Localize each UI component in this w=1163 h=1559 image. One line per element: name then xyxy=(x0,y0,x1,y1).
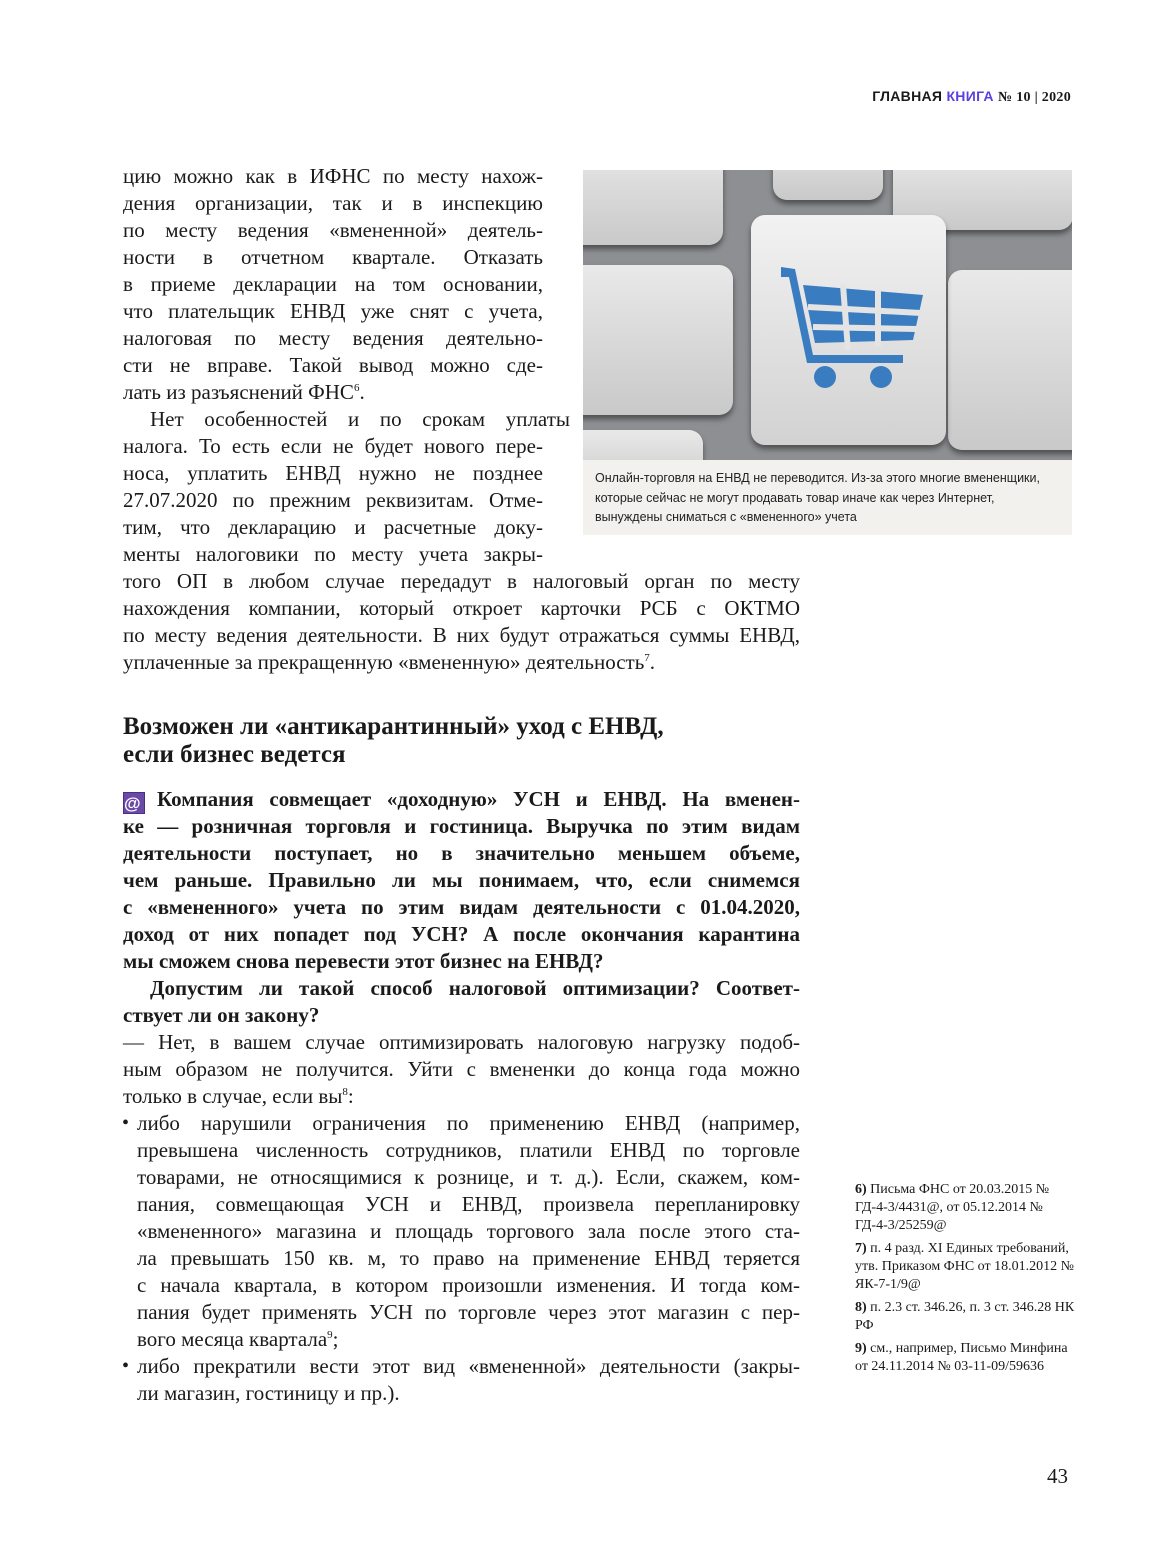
punctuation: . xyxy=(359,380,365,404)
text-line xyxy=(123,487,543,514)
line-text: ла превышать 150 кв. м, то право на применение ЕНВД теряется xyxy=(137,1246,800,1270)
line-text: Допустим ли такой способ налоговой оптимизации? Соответ- xyxy=(150,976,800,1000)
footnote xyxy=(855,1240,1075,1294)
footnote-number: 7) xyxy=(855,1241,867,1256)
text-line xyxy=(137,1299,800,1326)
text-line xyxy=(137,1272,800,1299)
text-line xyxy=(123,217,543,244)
text-line xyxy=(123,1029,800,1056)
line-text: 27.07.2020 по прежним реквизитам. Отме- xyxy=(123,488,543,512)
line-text: лать из разъяснений ФНС xyxy=(123,380,354,404)
running-header xyxy=(872,88,1071,106)
paragraph-1 xyxy=(123,163,800,406)
line-text: дения организации, так и в инспекцию xyxy=(123,191,543,215)
text-line xyxy=(123,433,543,460)
text-line xyxy=(137,1326,800,1353)
footnote-text: Письма ФНС от 20.03.2015 № ГД-4-3/4431@, от 05.12.2014 № ГД-4-3/25259@ xyxy=(855,1182,1050,1233)
text-line xyxy=(123,379,543,406)
footnote-ref: 9 xyxy=(327,1329,333,1341)
heading-line: Возможен ли «антикарантинный» уход с ЕНВД, xyxy=(123,713,664,740)
line-text: с начала квартала, в котором произошли изменения. И тогда ком- xyxy=(137,1273,800,1297)
text-line xyxy=(123,298,543,325)
text-line xyxy=(137,1164,800,1191)
text-line xyxy=(123,975,800,1002)
line-text: того ОП в любом случае передадут в налоговый орган по месту xyxy=(123,569,800,593)
line-text: налога. То есть если не будет нового пере- xyxy=(123,434,543,458)
text-line xyxy=(123,190,543,217)
text-line xyxy=(123,352,543,379)
footnote-number: 8) xyxy=(855,1300,867,1315)
answer xyxy=(123,1029,800,1110)
bullet-item xyxy=(123,1353,800,1407)
line-text: пания, совмещающая УСН и ЕНВД, произвела перепланировку xyxy=(137,1192,800,1216)
line-text: доход от них попадет под УСН? А после окончания карантина xyxy=(123,922,800,946)
heading-line: если бизнес ведется xyxy=(123,741,346,768)
line-text: нахождения компании, который откроет карточки РСБ с ОКТМО xyxy=(123,596,800,620)
line-text: по месту ведения «вмененной» деятель- xyxy=(123,218,543,242)
line-text: Компания совмещает «доходную» УСН и ЕНВД. На вменен- xyxy=(157,787,800,811)
text-line xyxy=(123,541,543,568)
photo-caption: Онлайн-торговля на ЕНВД не переводится. Из-за этого многие вмененщики, которые сейчас не могут продавать товар иначе как через Интернет, вынуждены сниматься с «вмененного» учета xyxy=(583,460,1072,535)
footnote xyxy=(855,1340,1075,1376)
text-line xyxy=(123,894,800,921)
punctuation: : xyxy=(347,1084,354,1108)
footnote-number: 6) xyxy=(855,1182,867,1197)
text-line xyxy=(123,1002,800,1029)
line-text: «вмененного» магазина и площадь торгового зала после этого ста- xyxy=(137,1219,800,1243)
line-text: либо нарушили ограничения по применению ЕНВД (например, xyxy=(137,1111,800,1135)
text-line xyxy=(137,1245,800,1272)
line-text: ствует ли он закону? xyxy=(123,1003,320,1027)
text-line xyxy=(123,840,800,867)
footnote-number: 9) xyxy=(855,1341,867,1356)
text-line xyxy=(123,948,800,975)
line-text: налоговая по месту ведения деятельно- xyxy=(123,326,543,350)
text-line xyxy=(123,786,800,813)
text-line xyxy=(137,1137,800,1164)
line-text: цию можно как в ИФНС по месту нахож- xyxy=(123,164,543,188)
text-line xyxy=(137,1218,800,1245)
line-text: чем раньше. Правильно ли мы понимаем, что, если снимемся xyxy=(123,868,800,892)
brand-name-accent: КНИГА xyxy=(946,88,994,104)
line-text: ным образом не получится. Уйти с вмененки до конца года можно xyxy=(123,1057,800,1081)
line-text: менты налоговики по месту учета закры- xyxy=(123,542,543,566)
text-line xyxy=(123,460,543,487)
text-line xyxy=(123,921,800,948)
text-line xyxy=(123,244,543,271)
line-text: только в случае, если вы xyxy=(123,1084,343,1108)
footnote-ref: 6 xyxy=(353,382,360,394)
bullet-list xyxy=(123,1110,800,1407)
line-text: пания будет применять УСН по торговле через этот магазин с пер- xyxy=(137,1300,800,1324)
line-text: ности в отчетном квартале. Отказать xyxy=(123,245,543,269)
paragraph-2 xyxy=(123,406,800,676)
line-text: что плательщик ЕНВД уже снят с учета, xyxy=(123,299,543,323)
text-line xyxy=(137,1110,800,1137)
line-text: в приеме декларации на том основании, xyxy=(123,272,543,296)
line-text: деятельности поступает, но в значительно меньшем объеме, xyxy=(123,841,800,865)
page-number: 43 xyxy=(1047,1464,1068,1488)
text-line xyxy=(123,406,570,433)
line-text: носа, уплатить ЕНВД нужно не позднее xyxy=(123,461,543,485)
line-text: ке — розничная торговля и гостиница. Выручка по этим видам xyxy=(123,814,800,838)
text-line xyxy=(123,514,543,541)
reader-question xyxy=(123,786,800,1029)
line-text: — Нет, в вашем случае оптимизировать налоговую нагрузку подоб- xyxy=(123,1030,800,1054)
text-line xyxy=(123,271,543,298)
line-text: уплаченные за прекращенную «вмененную» деятельность xyxy=(123,650,645,674)
line-text: тим, что декларацию и расчетные доку- xyxy=(123,515,543,539)
text-line xyxy=(137,1353,800,1380)
footnote-text: см., например, Письмо Минфина от 24.11.2014 № 03-11-09/59636 xyxy=(855,1341,1068,1374)
line-text: превышена численность сотрудников, платили ЕНВД по торговле xyxy=(137,1138,800,1162)
bullet-icon: • xyxy=(122,1355,130,1377)
line-text: мы сможем снова перевести этот бизнес на ЕНВД? xyxy=(123,949,604,973)
text-line xyxy=(123,867,800,894)
text-line xyxy=(123,595,800,622)
text-line xyxy=(123,813,800,840)
text-line xyxy=(123,649,800,676)
bullet-icon: • xyxy=(122,1112,130,1134)
footnotes xyxy=(855,1181,1075,1381)
line-text: Нет особенностей и по срокам уплаты xyxy=(150,407,570,431)
line-text: либо прекратили вести этот вид «вмененной» деятельности (закры- xyxy=(137,1354,800,1378)
text-line xyxy=(137,1380,800,1407)
text-line xyxy=(123,622,800,649)
footnote xyxy=(855,1299,1075,1335)
footnote-ref: 7 xyxy=(644,652,650,664)
footnote-text: п. 2.3 ст. 346.26, п. 3 ст. 346.28 НК РФ xyxy=(855,1300,1075,1333)
footnote-text: п. 4 разд. XI Единых требований, утв. Приказом ФНС от 18.01.2012 № ЯК-7-1/9@ xyxy=(855,1241,1074,1292)
footnote-ref: 8 xyxy=(342,1086,348,1098)
line-text: вого месяца квартала xyxy=(137,1327,328,1351)
footnote xyxy=(855,1181,1075,1235)
line-text: с «вмененного» учета по этим видам деятельности с 01.04.2020, xyxy=(123,895,800,919)
text-line xyxy=(123,1083,800,1110)
text-line xyxy=(123,325,543,352)
line-text: по месту ведения деятельности. В них будут отражаться суммы ЕНВД, xyxy=(123,623,800,647)
section-heading xyxy=(123,713,664,769)
brand-name: ГЛАВНАЯ xyxy=(872,88,943,104)
text-line xyxy=(123,163,543,190)
line-text: сти не вправе. Такой вывод можно сде- xyxy=(123,353,543,377)
question-at-icon: @ xyxy=(123,792,145,814)
punctuation: ; xyxy=(332,1327,339,1351)
issue-number: № 10 | 2020 xyxy=(998,90,1071,105)
line-text: ли магазин, гостиницу и пр.). xyxy=(137,1381,400,1405)
bullet-item xyxy=(123,1110,800,1353)
text-line xyxy=(137,1191,800,1218)
text-line xyxy=(123,568,800,595)
text-line xyxy=(123,1056,800,1083)
punctuation: . xyxy=(649,650,656,674)
line-text: товарами, не относящимися к рознице, и т. д.). Если, скажем, ком- xyxy=(137,1165,800,1189)
